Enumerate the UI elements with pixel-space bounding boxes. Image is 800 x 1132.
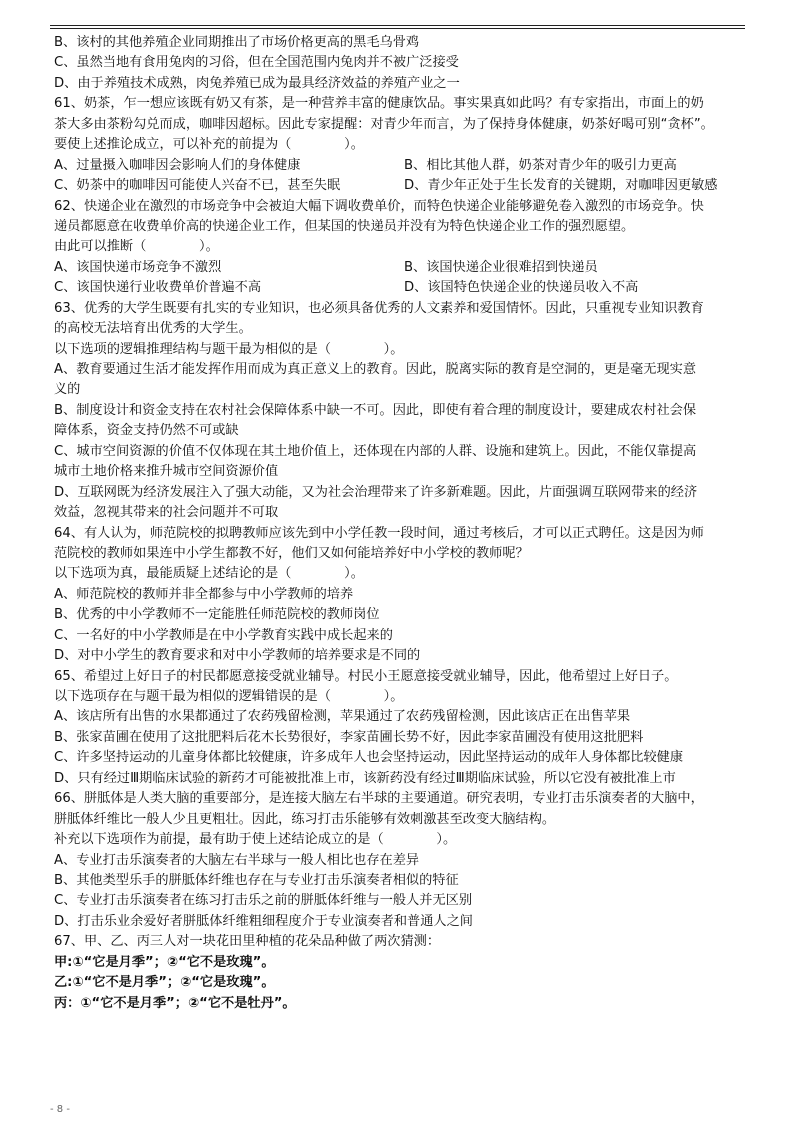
q66-option-a: A、专业打击乐演奏者的大脑左右半球与一般人相比也存在差异 bbox=[54, 852, 420, 868]
q64-option-c: C、一名好的中小学教师是在中小学教育实践中成长起来的 bbox=[54, 627, 393, 643]
q63-stem-line2: 的高校无法培育出优秀的大学生。 bbox=[54, 321, 252, 337]
q63-option-d-line2: 效益，忽视其带来的社会问题并不可取 bbox=[54, 505, 279, 521]
header-rule-secondary bbox=[50, 28, 745, 29]
q66-stem-line2: 胼胝体纤维比一般人少且更粗壮。因此，练习打击乐能够有效刺激甚至改变大脑结构。 bbox=[54, 811, 556, 827]
q62-stem-line1: 62、快递企业在激烈的市场竞争中会被迫大幅下调收费单价，而特色快递企业能够避免卷入激烈的市场竞争。快 bbox=[54, 198, 704, 214]
q62-options-row2 bbox=[54, 278, 754, 298]
q63-stem-line1: 63、优秀的大学生既要有扎实的专业知识，也必须具备优秀的人文素养和爱国情怀。因此，只重视专业知识教育 bbox=[54, 300, 704, 316]
q61-stem-line3: 要使上述推论成立，可以补充的前提为（ ）。 bbox=[54, 137, 364, 153]
page-number: - 8 - bbox=[50, 1104, 70, 1115]
q67-guess-jia: 甲:①“它是月季”；②“它不是玫瑰”。 bbox=[54, 954, 275, 970]
q66-stem-line3: 补充以下选项作为前提，最有助于使上述结论成立的是（ ）。 bbox=[54, 832, 457, 848]
q60-option-c: C、虽然当地有食用兔肉的习俗，但在全国范围内兔肉并不被广泛接受 bbox=[54, 55, 459, 71]
q61-option-c: C、奶茶中的咖啡因可能使人兴奋不已，甚至失眠 bbox=[54, 178, 341, 194]
q64-stem-line1: 64、有人认为，师范院校的拟聘教师应该先到中小学任教一段时间，通过考核后，才可以正式聘任。这是因为师 bbox=[54, 525, 704, 541]
q61-option-b: B、相比其他人群，奶茶对青少年的吸引力更高 bbox=[404, 157, 677, 173]
q65-option-d: D、只有经过Ⅲ期临床试验的新药才可能被批准上市，该新药没有经过Ⅲ期临床试验，所以它没有被批准上市 bbox=[54, 770, 676, 786]
q62-stem-line2: 递员都愿意在收费单价高的快递企业工作，但某国的快递员并没有为特色快递企业工作的强烈愿望。 bbox=[54, 218, 635, 234]
q65-option-c: C、许多坚持运动的儿童身体都比较健康，许多成年人也会坚持运动，因此坚持运动的成年人身体都比较健康 bbox=[54, 750, 684, 766]
q60-option-b: B、该村的其他养殖企业同期推出了市场价格更高的黑毛乌骨鸡 bbox=[54, 35, 420, 50]
q64-option-b: B、优秀的中小学教师不一定能胜任师范院校的教师岗位 bbox=[54, 607, 380, 623]
q64-option-a: A、师范院校的教师并非全都参与中小学教师的培养 bbox=[54, 586, 354, 602]
q65-stem-line1: 65、希望过上好日子的村民都愿意接受就业辅导。村民小王愿意接受就业辅导，因此，他希望过上好日子。 bbox=[54, 668, 678, 684]
q67-stem-line1: 67、甲、乙、丙三人对一块花田里种植的花朵品种做了两次猜测： bbox=[54, 934, 441, 950]
q63-option-b-line2: 障体系，资金支持仍然不可或缺 bbox=[54, 423, 239, 439]
q62-option-d: D、该国特色快递企业的快递员收入不高 bbox=[404, 280, 639, 296]
q61-option-d: D、青少年正处于生长发育的关键期，对咖啡因更敏感 bbox=[404, 178, 718, 194]
q61-options-row1 bbox=[54, 156, 754, 176]
q66-option-b: B、其他类型乐手的胼胝体纤维也存在与专业打击乐演奏者相似的特征 bbox=[54, 872, 459, 888]
q66-stem-line1: 66、胼胝体是人类大脑的重要部分，是连接大脑左右半球的主要通道。研究表明，专业打击乐演奏者的大脑中， bbox=[54, 791, 704, 807]
q63-stem-line3: 以下选项的逻辑推理结构与题干最为相似的是（ ）。 bbox=[54, 341, 404, 357]
q65-stem-line2: 以下选项存在与题干最为相似的逻辑错误的是（ ）。 bbox=[54, 689, 404, 704]
q63-option-d-line1: D、互联网既为经济发展注入了强大动能，又为社会治理带来了许多新难题。因此，片面强调互联网带来的经济 bbox=[54, 484, 698, 500]
q63-option-a-line2: 义的 bbox=[54, 382, 81, 398]
q63-option-b-line1: B、制度设计和资金支持在农村社会保障体系中缺一不可。因此，即使有着合理的制度设计，要建成农村社会保 bbox=[54, 402, 697, 418]
q67-guess-bing: 丙：①“它不是月季”；②“它不是牡丹”。 bbox=[54, 995, 296, 1011]
q64-option-d: D、对中小学生的教育要求和对中小学教师的培养要求是不同的 bbox=[54, 648, 421, 664]
q66-option-c: C、专业打击乐演奏者在练习打击乐之前的胼胝体纤维与一般人并无区别 bbox=[54, 893, 473, 909]
q62-options-row1 bbox=[54, 258, 754, 278]
q60-option-d: D、由于养殖技术成熟，肉兔养殖已成为最具经济效益的养殖产业之一 bbox=[54, 75, 460, 91]
q67-guess-yi: 乙:①“它不是月季”；②“它是玫瑰”。 bbox=[54, 975, 275, 991]
q64-stem-line3: 以下选项为真，最能质疑上述结论的是（ ）。 bbox=[54, 566, 364, 582]
q63-option-c-line2: 城市土地价格来推升城市空间资源价值 bbox=[54, 464, 279, 480]
q61-options-row2 bbox=[54, 176, 754, 196]
q65-option-b: B、张家苗圃在使用了这批肥料后花木长势很好，李家苗圃长势不好，因此李家苗圃没有使用这批肥料 bbox=[54, 729, 644, 745]
q61-stem-line2: 茶大多由茶粉勾兑而成，咖啡因超标。因此专家提醒：对青少年而言，为了保持身体健康，奶茶好喝可别“贪杯”。 bbox=[54, 116, 714, 132]
q64-stem-line2: 范院校的教师如果连中小学生都教不好，他们又如何能培养好中小学校的教师呢？ bbox=[54, 545, 529, 561]
q63-option-a-line1: A、教育要通过生活才能发挥作用而成为真正意义上的教育。因此，脱离实际的教育是空洞的，更是毫无现实意 bbox=[54, 362, 697, 377]
q62-stem-line3: 由此可以推断（ ）。 bbox=[54, 239, 219, 255]
document-body bbox=[54, 33, 754, 1014]
q62-option-a: A、该国快递市场竞争不激烈 bbox=[54, 259, 222, 275]
q65-option-a: A、该店所有出售的水果都通过了农药残留检测，苹果通过了农药残留检测，因此该店正在出售苹果 bbox=[54, 709, 631, 725]
q62-option-c: C、该国快递行业收费单价普遍不高 bbox=[54, 280, 262, 296]
q62-option-b: B、该国快递企业很难招到快递员 bbox=[404, 259, 598, 275]
q66-option-d: D、打击乐业余爱好者胼胝体纤维粗细程度介于专业演奏者和普通人之间 bbox=[54, 913, 473, 929]
header-rule bbox=[50, 25, 745, 26]
q61-stem-line1: 61、奶茶，乍一想应该既有奶又有茶，是一种营养丰富的健康饮品。事实果真如此吗？有专家指出，市面上的奶 bbox=[54, 96, 704, 112]
q61-option-a: A、过量摄入咖啡因会影响人们的身体健康 bbox=[54, 157, 301, 173]
q63-option-c-line1: C、城市空间资源的价值不仅体现在其土地价值上，还体现在内部的人群、设施和建筑上。因此，不能仅靠提高 bbox=[54, 443, 697, 459]
